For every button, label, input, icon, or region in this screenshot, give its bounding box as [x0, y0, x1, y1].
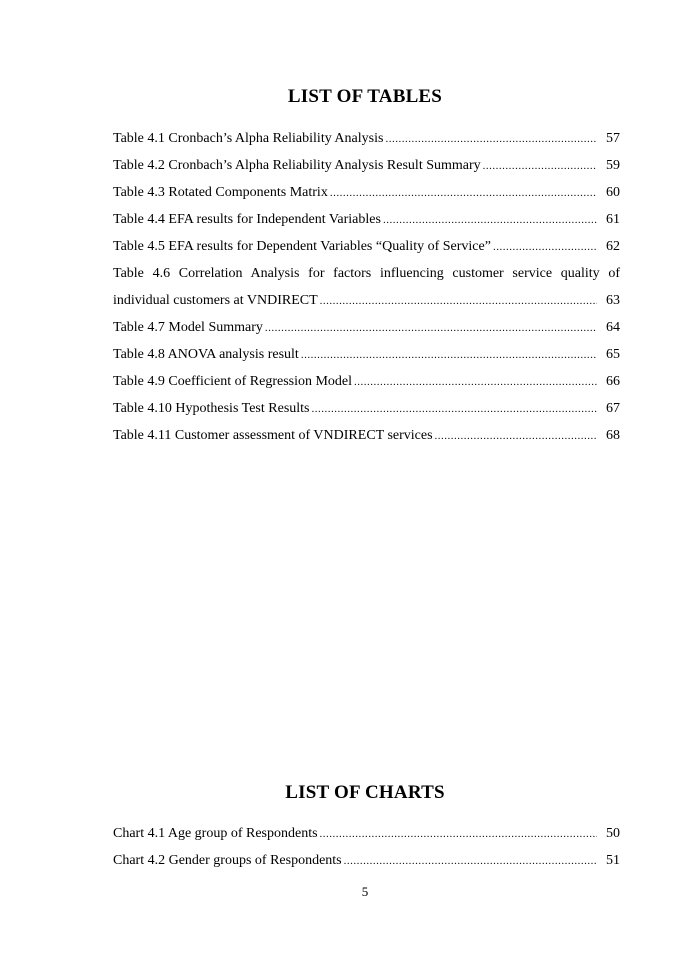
entry-label: Chart 4.1 Age group of Respondents: [113, 826, 318, 841]
toc-entry-chart-4-2[interactable]: [113, 847, 620, 874]
toc-entry-table-4-10[interactable]: [113, 395, 620, 422]
charts-list: [113, 820, 620, 874]
toc-entry-table-4-4[interactable]: [113, 206, 620, 233]
dot-leader: [344, 848, 597, 875]
dot-leader: [320, 821, 597, 848]
list-of-tables-heading: LIST OF TABLES: [287, 86, 443, 107]
toc-entry-table-4-11[interactable]: [113, 422, 620, 449]
entry-page-number: 64: [606, 320, 620, 335]
entry-page-number: 66: [606, 374, 620, 389]
entry-page-number: 68: [606, 428, 620, 443]
entry-page-number: 65: [606, 347, 620, 362]
entry-label: Chart 4.2 Gender groups of Respondents: [113, 853, 342, 868]
toc-entry-table-4-7[interactable]: [113, 314, 620, 341]
entry-page-number: 60: [606, 185, 620, 200]
toc-entry-table-4-2[interactable]: [113, 152, 620, 179]
dot-leader: [301, 342, 597, 369]
entry-page-number: 63: [606, 293, 620, 308]
entry-label: Table 4.3 Rotated Components Matrix: [113, 185, 328, 200]
entry-page-number: 50: [606, 826, 620, 841]
entry-label: Table 4.7 Model Summary: [113, 320, 263, 335]
toc-entry-table-4-1[interactable]: [113, 125, 620, 152]
toc-entry-table-4-8[interactable]: [113, 341, 620, 368]
entry-label: Table 4.5 EFA results for Dependent Variables “Quality of Service”: [113, 239, 491, 254]
entry-label: Table 4.9 Coefficient of Regression Model: [113, 374, 353, 389]
entry-label: Table 4.2 Cronbach’s Alpha Reliability Analysis Result Summary: [113, 158, 481, 173]
entry-label: Table 4.4 EFA results for Independent Variables: [113, 212, 381, 227]
dot-leader: [265, 315, 597, 342]
entry-label: individual customers at VNDIRECT: [113, 293, 318, 308]
entry-label: Table 4.1 Cronbach’s Alpha Reliability Analysis: [113, 131, 384, 146]
entry-page-number: 59: [606, 158, 620, 173]
entry-page-number: 62: [606, 239, 620, 254]
dot-leader: [320, 288, 597, 315]
dot-leader: [330, 180, 597, 207]
toc-entry-table-4-6-line-1[interactable]: Table 4.6 Correlation Analysis for factors influencing customer service quality of: [113, 266, 620, 281]
entry-page-number: 51: [606, 853, 620, 868]
entry-page-number: 67: [606, 401, 620, 416]
entry-label: Table 4.11 Customer assessment of VNDIRECT services: [113, 428, 433, 443]
dot-leader: [493, 234, 597, 261]
entry-page-number: 57: [606, 131, 620, 146]
entry-label: Table 4.8 ANOVA analysis result: [113, 347, 299, 362]
dot-leader: [354, 369, 597, 396]
toc-entry-table-4-9[interactable]: [113, 368, 620, 395]
toc-entry-table-4-3[interactable]: [113, 179, 620, 206]
tables-list: [113, 125, 620, 449]
toc-entry-table-4-5[interactable]: [113, 233, 620, 260]
entry-page-number: 61: [606, 212, 620, 227]
entry-label: Table 4.10 Hypothesis Test Results: [113, 401, 310, 416]
toc-entry-chart-4-1[interactable]: [113, 820, 620, 847]
dot-leader: [483, 153, 597, 180]
toc-entry-table-4-6-line-2[interactable]: [113, 287, 620, 314]
list-of-charts-heading: LIST OF CHARTS: [285, 782, 445, 803]
dot-leader: [312, 396, 598, 423]
dot-leader: [435, 423, 597, 450]
dot-leader: [385, 126, 597, 153]
page-number-footer: 5: [361, 884, 369, 899]
dot-leader: [383, 207, 597, 234]
